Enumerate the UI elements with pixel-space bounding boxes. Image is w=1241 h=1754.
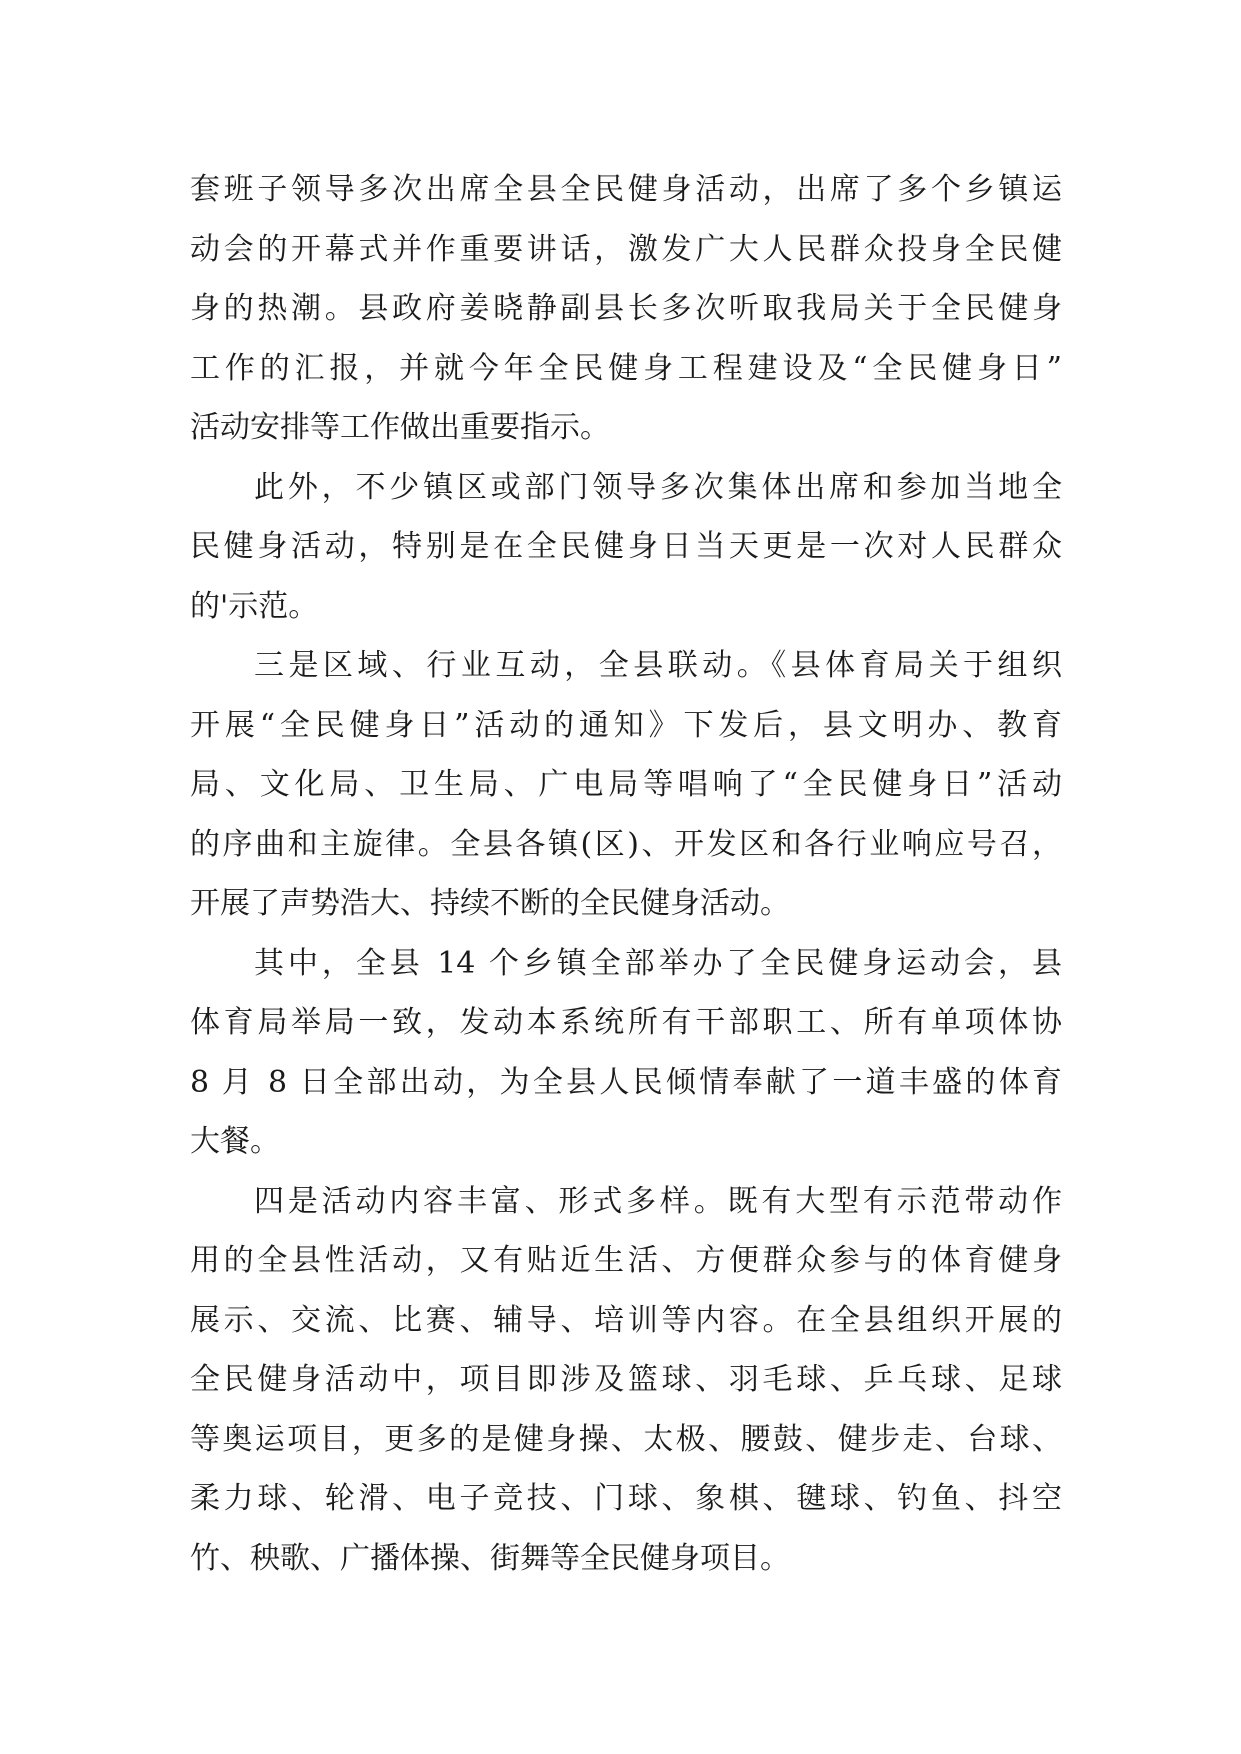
text-line: 等奥运项目，更多的是健身操、太极、腰鼓、健步走、台球、 [190,1421,1062,1457]
text-line: 用的全县性活动，又有贴近生活、方便群众参与的体育健身 [190,1243,1062,1278]
text-line: 局、文化局、卫生局、广电局等唱响了“全民健身日”活动 [190,767,1062,802]
text-line: 竹、秧歌、广播体操、街舞等全民健身项目。 [190,1540,790,1576]
text-line: 其中，全县 14 个乡镇全部举办了全民健身运动会，县 [254,945,1062,981]
text-line: 开展了声势浩大、持续不断的全民健身活动。 [190,886,790,921]
text-line: 8 月 8 日全部出动，为全县人民倾情奉献了一道丰盛的体育 [190,1064,1062,1100]
text-line: 柔力球、轮滑、电子竞技、门球、象棋、毽球、钓鱼、抖空 [190,1481,1062,1516]
text-line: 大餐。 [190,1124,280,1159]
text-line: 身的热潮。县政府姜晓静副县长多次听取我局关于全民健身 [190,291,1062,326]
text-line: 此外，不少镇区或部门领导多次集体出席和参加当地全 [254,469,1062,505]
text-line: 的序曲和主旋律。全县各镇(区)、开发区和各行业响应号召， [190,826,1062,862]
text-line: 工作的汇报，并就今年全民健身工程建设及“全民健身日” [190,350,1062,386]
text-line: 活动安排等工作做出重要指示。 [190,410,610,445]
text-line: 民健身活动，特别是在全民健身日当天更是一次对人民群众 [190,529,1062,564]
text-line: 的'示范。 [190,588,319,624]
text-line: 开展“全民健身日”活动的通知》下发后，县文明办、教育 [190,707,1062,743]
text-line: 全民健身活动中，项目即涉及篮球、羽毛球、乒乓球、足球 [190,1362,1062,1397]
text-line: 展示、交流、比赛、辅导、培训等内容。在全县组织开展的 [190,1302,1062,1338]
text-line: 三是区域、行业互动，全县联动。《县体育局关于组织 [254,648,1062,683]
text-line: 四是活动内容丰富、形式多样。既有大型有示范带动作 [254,1183,1062,1219]
text-line: 套班子领导多次出席全县全民健身活动，出席了多个乡镇运 [190,172,1062,207]
text-line: 动会的开幕式并作重要讲话，激发广大人民群众投身全民健 [190,231,1062,267]
document-body [190,160,1062,1588]
text-line: 体育局举局一致，发动本系统所有干部职工、所有单项体协 [190,1005,1062,1040]
